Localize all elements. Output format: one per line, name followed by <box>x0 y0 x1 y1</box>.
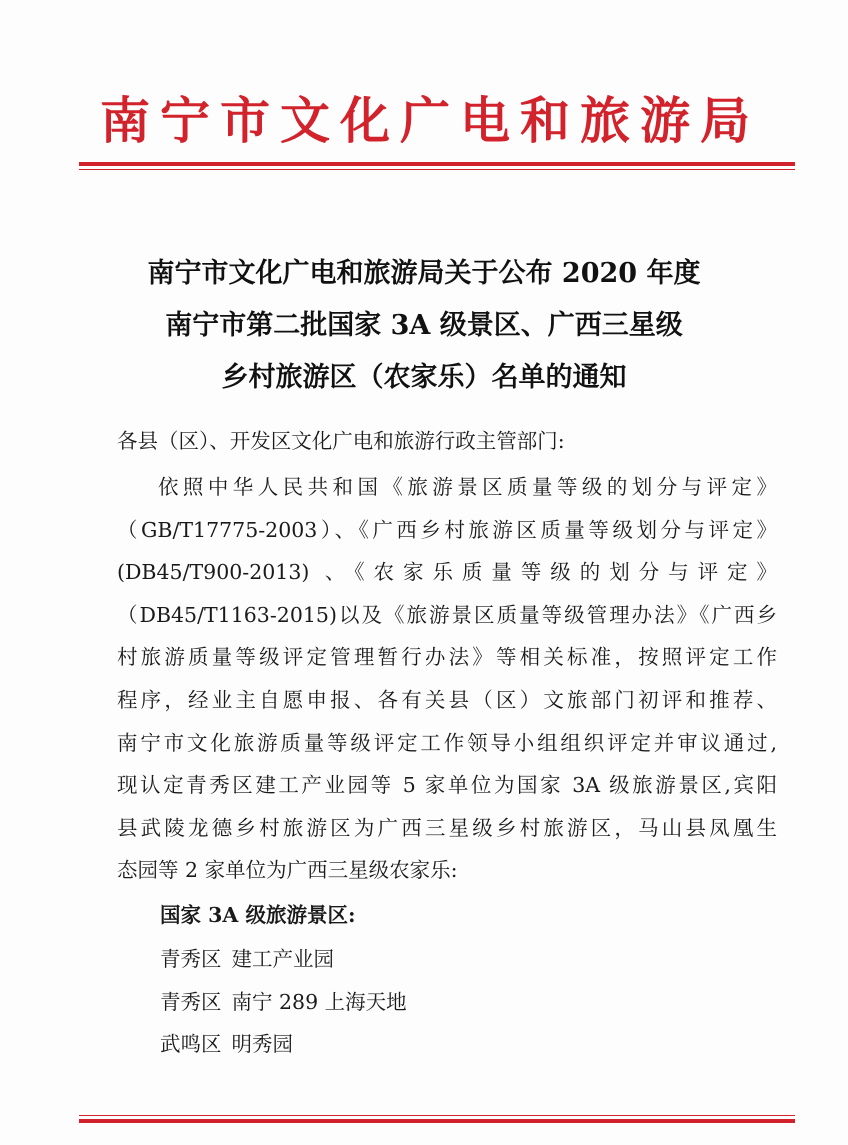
agency-letterhead: 南宁市文化广电和旅游局 <box>100 91 760 150</box>
paragraph-line: （DB45/T1163-2015)以及《旅游景区质量等级管理办法》《广西乡 <box>117 602 777 627</box>
scenic-area-name: 明秀园 <box>231 1032 293 1056</box>
list-item <box>160 1023 407 1066</box>
district-label: 青秀区 <box>160 989 222 1014</box>
paragraph-line: 南宁市文化旅游质量等级评定工作领导小组组织评定并审议通过, <box>117 730 777 755</box>
district-label: 武鸣区 <box>160 1032 222 1056</box>
scenic-area-list <box>160 938 407 1066</box>
section-heading: 国家 3A 级旅游景区: <box>160 903 356 927</box>
title-line-1: 南宁市文化广电和旅游局关于公布 2020 年度 <box>147 258 701 289</box>
title-line-3: 乡村旅游区（农家乐）名单的通知 <box>221 362 627 393</box>
scenic-area-name: 南宁 289 上海天地 <box>231 989 407 1014</box>
list-item <box>160 938 407 981</box>
document-title <box>60 248 788 404</box>
paragraph-line: 县武陵龙德乡村旅游区为广西三星级乡村旅游区，马山县凤凰生 <box>117 815 777 840</box>
paragraph-line: 依照中华人民共和国《旅游景区质量等级的划分与评定》 <box>158 475 777 499</box>
title-line-2: 南宁市第二批国家 3A 级景区、广西三星级 <box>165 310 683 341</box>
letterhead-rule-thin <box>79 169 795 170</box>
footer-rule-thick <box>79 1119 795 1123</box>
salutation: 各县（区）、开发区文化广电和旅游行政主管部门: <box>117 429 565 453</box>
paragraph-line: (DB45/T900-2013) 、《农家乐质量等级的划分与评定》 <box>117 560 777 585</box>
paragraph-line: 村旅游质量等级评定管理暂行办法》等相关标准，按照评定工作 <box>117 645 777 670</box>
body-paragraph <box>117 466 777 892</box>
list-item <box>160 981 407 1024</box>
footer-rule-thin <box>79 1115 795 1116</box>
district-label: 青秀区 <box>160 947 222 971</box>
paragraph-line: （GB/T17775-2003）、《广西乡村旅游区质量等级划分与评定》 <box>117 517 777 542</box>
letterhead-rule-thick <box>79 162 795 166</box>
scenic-area-name: 建工产业园 <box>231 947 334 971</box>
paragraph-line: 程序，经业主自愿申报、各有关县（区）文旅部门初评和推荐、 <box>117 687 777 712</box>
paragraph-line: 现认定青秀区建工产业园等 5 家单位为国家 3A 级旅游景区,宾阳 <box>117 773 777 798</box>
paragraph-line: 态园等 2 家单位为广西三星级农家乐: <box>117 858 458 883</box>
